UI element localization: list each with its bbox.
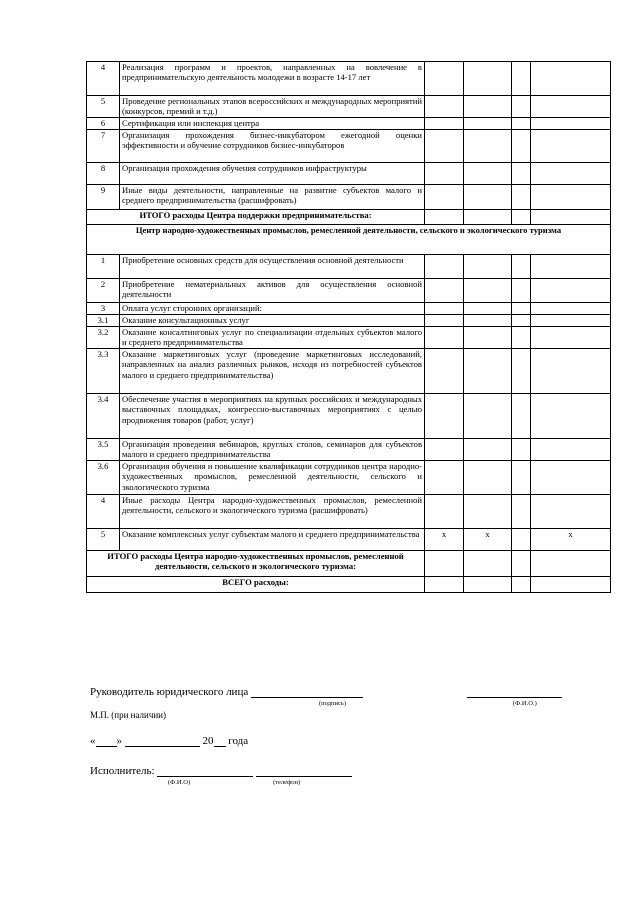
value-cell bbox=[512, 162, 531, 184]
total-support-label: ИТОГО расходы Центра поддержки предпринимательства: bbox=[87, 209, 425, 224]
date-open-quote: « bbox=[90, 735, 96, 747]
row-number: 5 bbox=[87, 528, 120, 550]
row-description: Оказание консультационных услуг bbox=[120, 314, 425, 326]
row-description: Иные расходы Центра народно-художественных промыслов, ремесленной деятельности, сельского и экологического туризма (расшифровать) bbox=[120, 494, 425, 528]
executor-phone-field[interactable] bbox=[256, 765, 352, 777]
value-cell bbox=[425, 254, 464, 278]
value-cell bbox=[464, 460, 512, 494]
value-cell bbox=[464, 438, 512, 460]
row-number: 9 bbox=[87, 184, 120, 209]
value-cell: х bbox=[531, 528, 611, 550]
head-fio-field[interactable] bbox=[467, 686, 562, 698]
row-description: Реализация программ и проектов, направленных на вовлечение в предпринимательскую деятельность молодежи в возрасте 14-17 лет bbox=[120, 62, 425, 96]
value-cell bbox=[531, 184, 611, 209]
row-number: 3.1 bbox=[87, 314, 120, 326]
date-month-field[interactable] bbox=[125, 735, 200, 747]
value-cell bbox=[425, 184, 464, 209]
value-cell bbox=[512, 460, 531, 494]
table-row bbox=[87, 528, 611, 550]
row-description: Приобретение нематериальных активов для осуществления основной деятельности bbox=[120, 278, 425, 302]
value-cell bbox=[464, 302, 512, 314]
date-day-field[interactable] bbox=[96, 735, 117, 747]
value-cell bbox=[464, 184, 512, 209]
value-cell bbox=[464, 314, 512, 326]
value-cell bbox=[425, 117, 464, 129]
row-number: 5 bbox=[87, 96, 120, 118]
value-cell bbox=[464, 96, 512, 118]
table-row bbox=[87, 254, 611, 278]
value-cell bbox=[425, 494, 464, 528]
table-row-grand-total bbox=[87, 576, 611, 592]
date-year-field[interactable] bbox=[214, 735, 226, 747]
value-cell bbox=[512, 302, 531, 314]
value-cell bbox=[464, 254, 512, 278]
value-cell bbox=[531, 117, 611, 129]
value-cell bbox=[512, 96, 531, 118]
sign-caption: (подпись) bbox=[319, 700, 346, 707]
value-cell bbox=[512, 494, 531, 528]
value-cell bbox=[464, 278, 512, 302]
table-row bbox=[87, 326, 611, 348]
row-description: Оказание маркетинговых услуг (проведение маркетинговых исследований, направленных на анализ различных рынков, исходя из потребностей субъектов малого и среднего предпринимательства) bbox=[120, 348, 425, 393]
value-cell bbox=[512, 528, 531, 550]
table-body-totals bbox=[87, 550, 611, 592]
value-cell bbox=[531, 326, 611, 348]
table-row bbox=[87, 494, 611, 528]
value-cell bbox=[512, 117, 531, 129]
date-line bbox=[90, 735, 248, 747]
row-number: 3.6 bbox=[87, 460, 120, 494]
row-description: Сертификация или инспекция центра bbox=[120, 117, 425, 129]
row-number: 4 bbox=[87, 62, 120, 96]
row-number: 3.5 bbox=[87, 438, 120, 460]
row-number: 3.4 bbox=[87, 393, 120, 438]
value-cell bbox=[464, 162, 512, 184]
value-cell bbox=[512, 184, 531, 209]
row-number: 3 bbox=[87, 302, 120, 314]
value-cell bbox=[425, 326, 464, 348]
value-cell bbox=[512, 278, 531, 302]
row-number: 1 bbox=[87, 254, 120, 278]
value-cell bbox=[464, 348, 512, 393]
table-row-section-heading bbox=[87, 224, 611, 254]
table-body-support-center bbox=[87, 62, 611, 210]
value-cell bbox=[531, 129, 611, 162]
value-cell bbox=[531, 62, 611, 96]
head-signature-field[interactable] bbox=[251, 686, 363, 698]
value-cell: х bbox=[425, 528, 464, 550]
table-row bbox=[87, 62, 611, 96]
value-cell bbox=[425, 96, 464, 118]
row-number: 3.3 bbox=[87, 348, 120, 393]
table-body-crafts-center bbox=[87, 254, 611, 550]
executor-fio-field[interactable] bbox=[157, 765, 253, 777]
value-cell bbox=[531, 393, 611, 438]
value-cell bbox=[464, 62, 512, 96]
fio-caption: (Ф.И.О.) bbox=[513, 700, 537, 707]
year-suffix: года bbox=[228, 735, 249, 747]
row-description: Иные виды деятельности, направленные на развитие субъектов малого и среднего предпринимательства (расшифровать) bbox=[120, 184, 425, 209]
row-description: Оказание комплексных услуг субъектам малого и среднего предпринимательства bbox=[120, 528, 425, 550]
value-cell bbox=[425, 62, 464, 96]
row-description: Приобретение основных средств для осуществления основной деятельности bbox=[120, 254, 425, 278]
value-cell bbox=[531, 314, 611, 326]
value-cell bbox=[512, 393, 531, 438]
date-close-quote: » bbox=[116, 735, 122, 747]
total-crafts-label: ИТОГО расходы Центра народно-художественных промыслов, ремесленной деятельности, сельского и экологического туризма: bbox=[87, 550, 425, 576]
table-row bbox=[87, 184, 611, 209]
row-number: 6 bbox=[87, 117, 120, 129]
head-label: Руководитель юридического лица bbox=[90, 686, 249, 698]
row-number: 3.2 bbox=[87, 326, 120, 348]
executor-label: Исполнитель: bbox=[90, 765, 155, 777]
value-cell bbox=[425, 162, 464, 184]
row-description: Проведение региональных этапов всероссийских и международных мероприятий (конкурсов, премий и т.д.) bbox=[120, 96, 425, 118]
value-cell: х bbox=[464, 528, 512, 550]
value-cell bbox=[425, 460, 464, 494]
executor-line bbox=[90, 765, 352, 777]
value-cell bbox=[512, 129, 531, 162]
value-cell bbox=[531, 438, 611, 460]
table-row bbox=[87, 117, 611, 129]
value-cell bbox=[425, 393, 464, 438]
table-row bbox=[87, 460, 611, 494]
value-cell bbox=[464, 326, 512, 348]
table-row bbox=[87, 348, 611, 393]
head-signature-line bbox=[90, 686, 363, 698]
value-cell bbox=[531, 96, 611, 118]
value-cell bbox=[512, 314, 531, 326]
value-cell bbox=[531, 494, 611, 528]
table-row bbox=[87, 162, 611, 184]
value-cell bbox=[425, 348, 464, 393]
table-row bbox=[87, 393, 611, 438]
value-cell bbox=[512, 348, 531, 393]
value-cell bbox=[464, 129, 512, 162]
value-cell bbox=[425, 129, 464, 162]
value-cell bbox=[512, 254, 531, 278]
value-cell bbox=[425, 314, 464, 326]
table-row bbox=[87, 96, 611, 118]
value-cell bbox=[531, 254, 611, 278]
value-cell bbox=[464, 393, 512, 438]
row-description: Организация прохождения обучения сотрудников инфраструктуры bbox=[120, 162, 425, 184]
executor-fio-caption: (Ф.И.О) bbox=[168, 779, 191, 786]
value-cell bbox=[531, 460, 611, 494]
row-number: 4 bbox=[87, 494, 120, 528]
row-number: 7 bbox=[87, 129, 120, 162]
year-prefix: 20 bbox=[202, 735, 214, 747]
value-cell bbox=[512, 62, 531, 96]
value-cell bbox=[531, 348, 611, 393]
value-cell bbox=[464, 494, 512, 528]
value-cell bbox=[425, 438, 464, 460]
value-cell bbox=[531, 162, 611, 184]
value-cell bbox=[512, 326, 531, 348]
row-number: 2 bbox=[87, 278, 120, 302]
value-cell bbox=[531, 302, 611, 314]
section-heading-crafts-center: Центр народно-художественных промыслов, ремесленной деятельности, сельского и экологического туризма bbox=[87, 224, 611, 254]
table-row-total-crafts bbox=[87, 550, 611, 576]
table-row bbox=[87, 278, 611, 302]
grand-total-label: ВСЕГО расходы: bbox=[87, 576, 425, 592]
row-description: Оплата услуг сторонних организаций: bbox=[120, 302, 425, 314]
row-description: Оказание консалтинговых услуг по специализации отдельных субъектов малого и среднего предпринимательства bbox=[120, 326, 425, 348]
row-description: Организация обучения и повышение квалификации сотрудников центра народно-художественных промыслов, ремесленной деятельности, сельского и экологического туризма bbox=[120, 460, 425, 494]
row-number: 8 bbox=[87, 162, 120, 184]
table-row bbox=[87, 438, 611, 460]
row-description: Обеспечение участия в мероприятиях на крупных российских и международных выставочных площадках, конгрессно-выставочных мероприятиях с целью продвижения товаров (работ, услуг) bbox=[120, 393, 425, 438]
stamp-note: М.П. (при наличии) bbox=[90, 710, 166, 720]
row-description: Организация прохождения бизнес-инкубатором ежегодной оценки эффективности и обучение сотрудников бизнес-инкубаторов bbox=[120, 129, 425, 162]
table-row bbox=[87, 314, 611, 326]
table-body-total1 bbox=[87, 209, 611, 254]
executor-phone-caption: (телефон) bbox=[273, 779, 301, 786]
table-row bbox=[87, 302, 611, 314]
value-cell bbox=[464, 117, 512, 129]
row-description: Организация проведения вебинаров, круглых столов, семинаров для субъектов малого и среднего предпринимательства bbox=[120, 438, 425, 460]
table-row-total-support bbox=[87, 209, 611, 224]
value-cell bbox=[512, 438, 531, 460]
value-cell bbox=[425, 302, 464, 314]
value-cell bbox=[425, 278, 464, 302]
value-cell bbox=[531, 278, 611, 302]
table-row bbox=[87, 129, 611, 162]
expenses-table bbox=[86, 61, 611, 593]
